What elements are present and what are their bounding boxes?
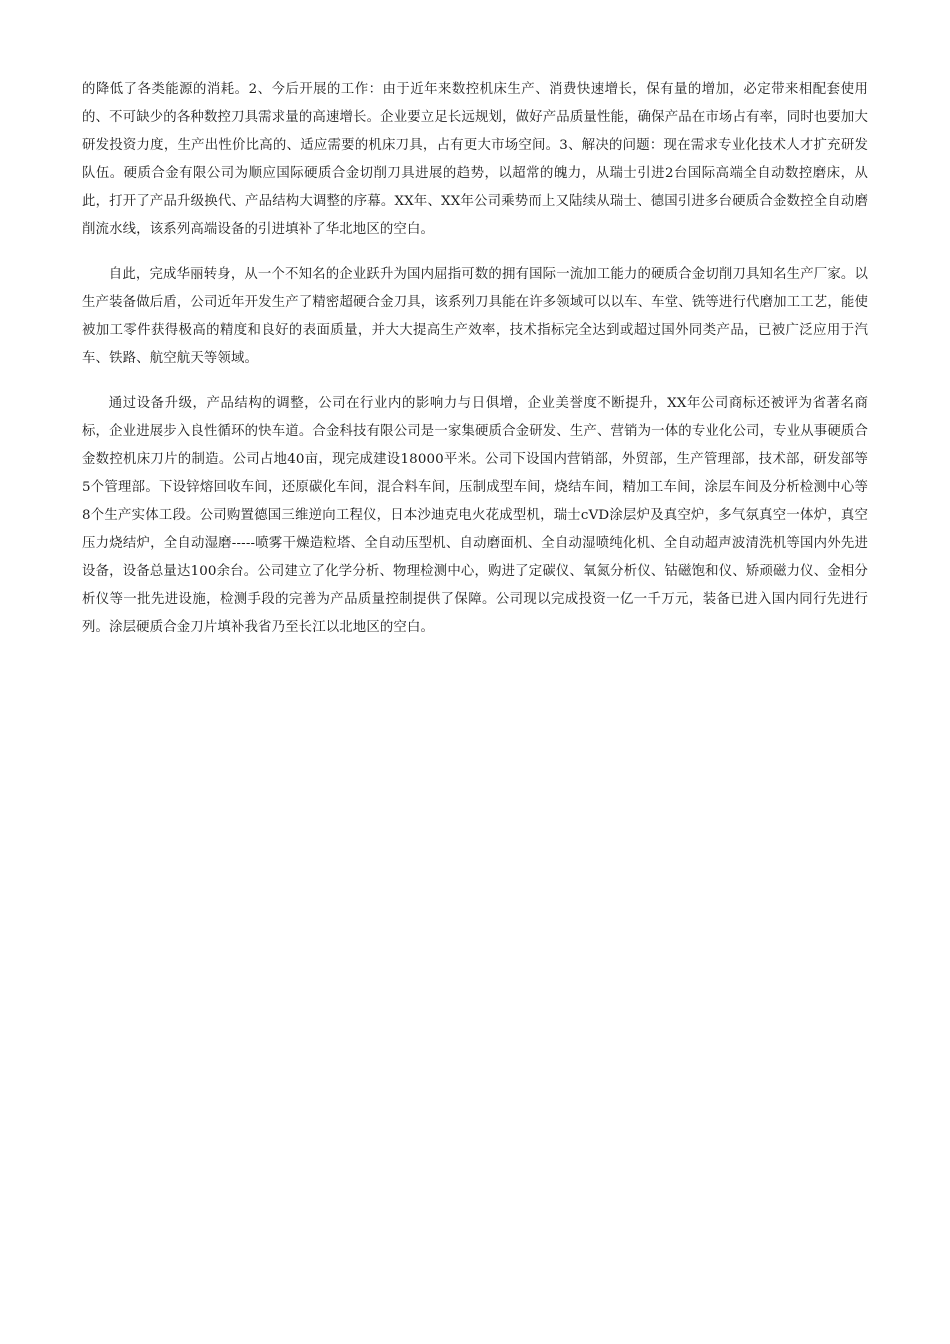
body-paragraph-2: 自此，完成华丽转身，从一个不知名的企业跃升为国内屈指可数的拥有国际一流加工能力的硬质合金切削刀具知名生产厂家。以生产装备做后盾，公司近年开发生产了精密超硬合金刀具，该系列刀具能在许多领域可以以车、车堂、铣等进行代磨加工工艺，能使被加工零件获得极高的精度和良好的表面质量，并大大提高生产效率，技术指标完全达到或超过国外同类产品，已被广泛应用于汽车、铁路、航空航天等领域。: [82, 267, 868, 366]
body-paragraph-1: 的降低了各类能源的消耗。2、今后开展的工作：由于近年来数控机床生产、消费快速增长，保有量的增加，必定带来相配套使用的、不可缺少的各种数控刀具需求量的高速增长。企业要立足长远规划，做好产品质量性能，确保产品在市场占有率，同时也要加大研发投资力度，生产出性价比高的、适应需要的机床刀具，占有更大市场空间。3、解决的问题：现在需求专业化技术人才扩充研发队伍。硬质合金有限公司为顺应国际硬质合金切削刀具进展的趋势，以超常的魄力，从瑞士引进2台国际高端全自动数控磨床，从此，打开了产品升级换代、产品结构大调整的序幕。XX年、XX年公司乘势而上又陆续从瑞士、德国引进多台硬质合金数控全自动磨削流水线，该系列高端设备的引进填补了华北地区的空白。: [82, 82, 868, 237]
body-paragraph-3: 通过设备升级，产品结构的调整，公司在行业内的影响力与日俱增，企业美誉度不断提升，XX年公司商标还被评为省著名商标，企业进展步入良性循环的快车道。合金科技有限公司是一家集硬质合金研发、生产、营销为一体的专业化公司，专业从事硬质合金数控机床刀片的制造。公司占地40亩，现完成建设18000平米。公司下设国内营销部，外贸部，生产管理部，技术部，研发部等5个管理部。下设锌熔回收车间，还原碳化车间，混合料车间，压制成型车间，烧结车间，精加工车间，涂层车间及分析检测中心等8个生产实体工段。公司购置德国三维逆向工程仪，日本沙迪克电火花成型机，瑞士cVD涂层炉及真空炉，多气氛真空一体炉，真空压力烧结炉，全自动湿磨-----喷雾干燥造粒塔、全自动压型机、自动磨面机、全自动湿喷纯化机、全自动超声波清洗机等国内外先进设备，设备总量达100余台。公司建立了化学分析、物理检测中心，购进了定碳仪、氧氮分析仪、钴磁饱和仪、矫顽磁力仪、金相分析仪等一批先进设施，检测手段的完善为产品质量控制提供了保障。公司现以完成投资一亿一千万元，装备已进入国内同行先进行列。涂层硬质合金刀片填补我省乃至长江以北地区的空白。: [82, 396, 868, 635]
